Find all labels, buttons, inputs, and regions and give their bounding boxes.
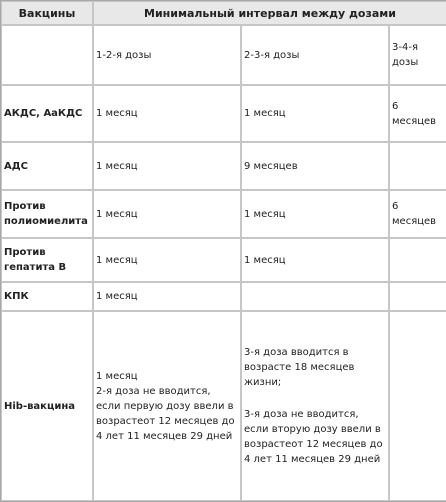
interval-2-3 <box>241 282 389 311</box>
table-row <box>1 238 446 282</box>
interval-3-4: 6 месяцев <box>389 190 446 238</box>
hib-interval-gap <box>244 390 386 407</box>
header-row <box>1 1 446 25</box>
interval-3-4 <box>389 238 446 282</box>
interval-1-2: 1 месяц <box>93 142 241 190</box>
vaccine-name: КПК <box>1 282 93 311</box>
vaccine-name: Hib-вакцина <box>1 311 93 501</box>
hib-interval-2-3 <box>241 311 389 501</box>
header-vaccines: Вакцины <box>1 1 93 25</box>
interval-3-4 <box>389 142 446 190</box>
table-row <box>1 282 446 311</box>
table-row-hib <box>1 311 446 501</box>
vaccine-name: Против полиомиелита <box>1 190 93 238</box>
interval-2-3: 9 месяцев <box>241 142 389 190</box>
vaccine-name: АКДС, АаКДС <box>1 85 93 142</box>
interval-1-2: 1 месяц <box>93 238 241 282</box>
header-interval: Минимальный интервал между дозами <box>93 1 446 25</box>
interval-2-3: 1 месяц <box>241 238 389 282</box>
hib-interval-1-2 <box>93 311 241 501</box>
subheader-row <box>1 25 446 85</box>
vaccine-name: АДС <box>1 142 93 190</box>
vaccine-name: Против гепатита В <box>1 238 93 282</box>
interval-1-2: 1 месяц <box>93 282 241 311</box>
interval-3-4: 6 месяцев <box>389 85 446 142</box>
table-row <box>1 85 446 142</box>
hib-interval-2-3-line1: 3-я доза вводится в возрасте 18 месяцев жизни; <box>244 347 355 388</box>
interval-3-4 <box>389 282 446 311</box>
hib-interval-1-2-line1: 1 месяц <box>96 370 138 382</box>
hib-interval-3-4 <box>389 311 446 501</box>
subheader-doses-1-2: 1-2-я дозы <box>93 25 241 85</box>
subheader-doses-2-3: 2-3-я дозы <box>241 25 389 85</box>
interval-2-3: 1 месяц <box>241 190 389 238</box>
interval-1-2: 1 месяц <box>93 85 241 142</box>
subheader-empty <box>1 25 93 85</box>
hib-interval-1-2-line2: 2-я доза не вводится, если первую дозу ввели в возрастеот 12 месяцев до 4 лет 11 месяцев 29 дней <box>96 385 235 442</box>
hib-interval-2-3-line2: 3-я доза не вводится, если вторую дозу ввели в возрастеот 12 месяцев до 4 лет 11 месяцев 29 дней <box>244 409 383 465</box>
subheader-doses-3-4: 3-4-я дозы <box>389 25 446 85</box>
interval-1-2: 1 месяц <box>93 190 241 238</box>
table-row <box>1 142 446 190</box>
interval-2-3: 1 месяц <box>241 85 389 142</box>
table-row <box>1 190 446 238</box>
